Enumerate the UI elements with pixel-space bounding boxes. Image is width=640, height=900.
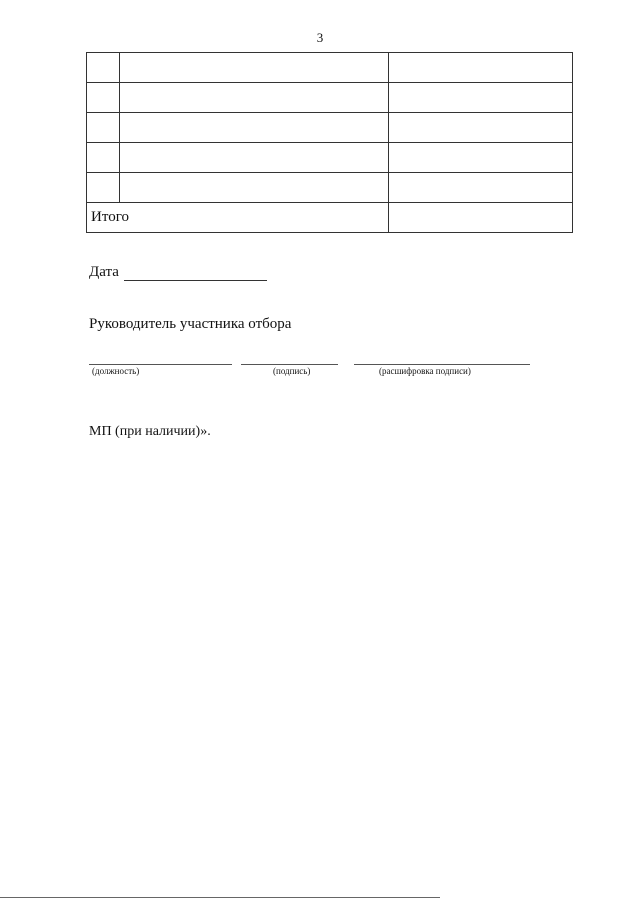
table-cell-num	[87, 53, 120, 83]
decoding-line	[354, 364, 530, 365]
table-cell-value	[389, 83, 573, 113]
table-cell-name	[120, 143, 389, 173]
total-value	[389, 203, 573, 233]
date-field	[89, 264, 267, 281]
date-label: Дата	[89, 264, 119, 280]
position-line	[89, 364, 232, 365]
table-cell-name	[120, 173, 389, 203]
table-cell-num	[87, 143, 120, 173]
table-cell-name	[120, 53, 389, 83]
signature-line	[241, 364, 338, 365]
decoding-caption: (расшифровка подписи)	[379, 366, 471, 376]
table-cell-value	[389, 143, 573, 173]
table-cell-value	[389, 53, 573, 83]
table-cell-value	[389, 113, 573, 143]
table-row	[87, 53, 573, 83]
table-row	[87, 113, 573, 143]
table-cell-num	[87, 173, 120, 203]
page-number: 3	[316, 30, 324, 45]
budget-table	[86, 52, 573, 233]
table-cell-name	[120, 83, 389, 113]
head-title: Руководитель участника отбора	[89, 316, 292, 332]
table-total-row	[87, 203, 573, 233]
table-cell-name	[120, 113, 389, 143]
table-cell-num	[87, 83, 120, 113]
table-row	[87, 83, 573, 113]
signature-caption: (подпись)	[273, 366, 311, 376]
table-cell-num	[87, 113, 120, 143]
total-label: Итого	[87, 203, 389, 233]
position-caption: (должность)	[92, 366, 140, 376]
table-row	[87, 173, 573, 203]
table-row	[87, 143, 573, 173]
date-blank-line	[124, 265, 267, 281]
bottom-divider	[0, 897, 440, 898]
table-cell-value	[389, 173, 573, 203]
stamp-note: МП (при наличии)».	[89, 424, 211, 439]
